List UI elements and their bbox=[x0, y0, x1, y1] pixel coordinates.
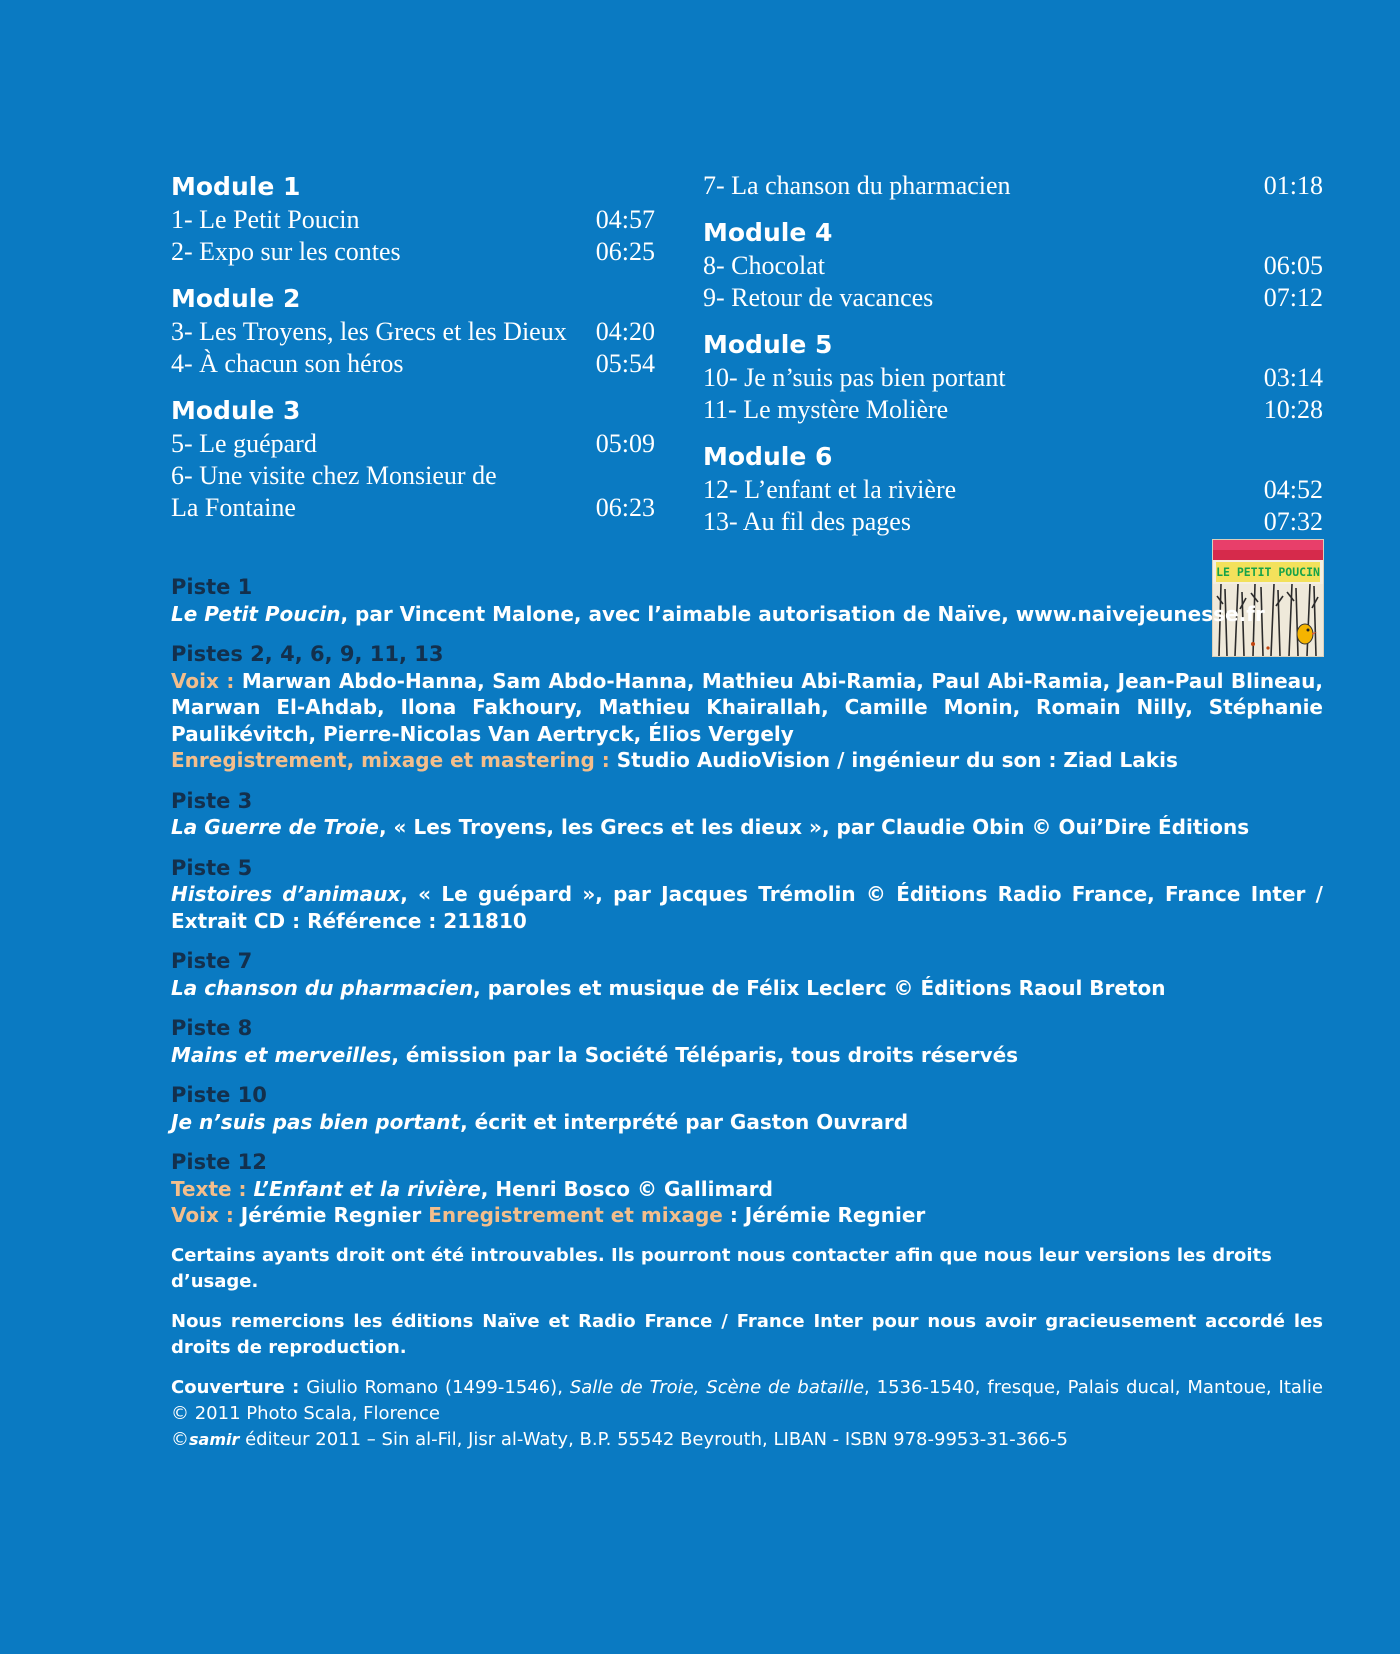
track-title: 8- Chocolat bbox=[703, 251, 826, 280]
credit-track-7 bbox=[171, 948, 1323, 1001]
track-duration: 03:14 bbox=[1263, 363, 1323, 392]
module-block bbox=[703, 216, 1323, 314]
cover-detail: , 1536-1540, fresque, Palais ducal, Mantoue, Italie © 2011 Photo Scala, Florence bbox=[171, 1376, 1323, 1424]
track-listing bbox=[171, 170, 1323, 552]
cover-credit bbox=[171, 1375, 1323, 1427]
credit-text bbox=[171, 814, 1323, 841]
cover-label: Couverture : bbox=[171, 1376, 300, 1398]
module-block bbox=[171, 394, 655, 524]
track-row bbox=[171, 348, 655, 380]
credit-tracks-2-4-6-9-11-13 bbox=[171, 641, 1323, 774]
track-duration: 06:25 bbox=[595, 237, 655, 266]
track-row bbox=[703, 394, 1323, 426]
track-duration: 04:52 bbox=[1263, 475, 1323, 504]
module-title: Module 5 bbox=[703, 330, 833, 359]
track-row bbox=[703, 506, 1323, 538]
module-block bbox=[703, 440, 1323, 538]
track-duration: 05:09 bbox=[595, 429, 655, 458]
credit-track-10 bbox=[171, 1082, 1323, 1135]
credit-title: Pistes 2, 4, 6, 9, 11, 13 bbox=[171, 642, 444, 666]
credit-detail: , « Les Troyens, les Grecs et les dieux », par Claudie Obin © Oui’Dire Éditions bbox=[379, 815, 1250, 839]
track-row bbox=[703, 170, 1323, 202]
track-title: 11- Le mystère Molière bbox=[703, 395, 949, 424]
credit-text bbox=[171, 1109, 1323, 1136]
track-duration: 06:05 bbox=[1263, 251, 1323, 280]
track-duration: 05:54 bbox=[595, 349, 655, 378]
track-duration: 10:28 bbox=[1263, 395, 1323, 424]
credit-title: Piste 7 bbox=[171, 949, 253, 973]
publisher-line bbox=[171, 1427, 1323, 1453]
track-row bbox=[703, 250, 1323, 282]
recording-label: Enregistrement, mixage et mastering : bbox=[171, 748, 610, 772]
recording-detail: : Jérémie Regnier bbox=[722, 1203, 926, 1227]
publisher-logo: samir bbox=[189, 1429, 240, 1449]
text-label: Texte : bbox=[171, 1176, 247, 1201]
credit-text bbox=[171, 1202, 1323, 1229]
voice-label: Voix : bbox=[171, 1203, 234, 1227]
track-row bbox=[171, 204, 655, 236]
credit-detail: , Henri Bosco © Gallimard bbox=[480, 1176, 773, 1201]
credit-title: Piste 3 bbox=[171, 788, 253, 813]
credit-track-8 bbox=[171, 1015, 1323, 1068]
voice-list: Jérémie Regnier bbox=[233, 1203, 429, 1227]
track-title: 4- À chacun son héros bbox=[171, 349, 404, 378]
credit-title: Piste 8 bbox=[171, 1016, 253, 1040]
recording-label: Enregistrement et mixage bbox=[428, 1203, 723, 1227]
track-title: 1- Le Petit Poucin bbox=[171, 205, 360, 234]
credit-text bbox=[171, 1042, 1323, 1069]
cover-artist: Giulio Romano (1499-1546), bbox=[299, 1376, 570, 1398]
credit-detail: , paroles et musique de Félix Leclerc © Éditions Raoul Breton bbox=[473, 975, 1166, 1000]
work-title: Le Petit Poucin bbox=[171, 601, 341, 626]
album-authors-band bbox=[1213, 550, 1323, 560]
credit-text bbox=[171, 747, 1323, 774]
credit-text bbox=[171, 668, 1323, 748]
module-block bbox=[171, 282, 655, 380]
track-row bbox=[703, 474, 1323, 506]
module-title: Module 1 bbox=[171, 172, 301, 201]
credit-title: Piste 12 bbox=[171, 1150, 267, 1174]
work-title: Mains et merveilles bbox=[171, 1042, 392, 1067]
track-title: 12- L’enfant et la rivière bbox=[703, 475, 957, 504]
credit-text bbox=[171, 975, 1323, 1002]
credit-text bbox=[171, 1176, 1323, 1203]
credit-detail: , écrit et interprété par Gaston Ouvrard bbox=[460, 1109, 909, 1134]
work-title: Histoires d’animaux bbox=[171, 882, 401, 906]
track-duration: 06:23 bbox=[595, 493, 655, 522]
credit-text bbox=[171, 601, 1323, 628]
copyright-symbol: © bbox=[171, 1428, 189, 1450]
cover-work: Salle de Troie, Scène de bataille bbox=[569, 1376, 865, 1398]
album-title: LE PETIT POUCIN bbox=[1216, 562, 1320, 582]
track-duration: 07:32 bbox=[1263, 507, 1323, 536]
track-row bbox=[171, 316, 655, 348]
credit-track-5 bbox=[171, 855, 1323, 935]
work-title: L’Enfant et la rivière bbox=[253, 1176, 481, 1201]
recording-detail: Studio AudioVision / ingénieur du son : Ziad Lakis bbox=[609, 748, 1178, 772]
credit-track-1 bbox=[171, 574, 1323, 627]
track-title: 2- Expo sur les contes bbox=[171, 237, 401, 266]
module-title: Module 6 bbox=[703, 442, 833, 471]
track-title: 10- Je n’suis pas bien portant bbox=[703, 363, 1006, 392]
album-top-line bbox=[1213, 540, 1323, 550]
track-duration: 04:57 bbox=[595, 205, 655, 234]
publisher-detail: éditeur 2011 – Sin al-Fil, Jisr al-Waty, B.P. 55542 Beyrouth, LIBAN - ISBN 978-9953-31-366-5 bbox=[239, 1428, 1069, 1450]
credit-text bbox=[171, 881, 1323, 934]
track-row bbox=[171, 428, 655, 460]
work-title: Je n’suis pas bien portant bbox=[171, 1109, 461, 1134]
track-row bbox=[171, 460, 655, 524]
module-block bbox=[703, 170, 1323, 202]
thanks-note: Nous remercions les éditions Naïve et Radio France / France Inter pour nous avoir gracieusement accordé les droits de reproduction. bbox=[171, 1310, 1323, 1358]
track-duration: 07:12 bbox=[1263, 283, 1323, 312]
module-title: Module 4 bbox=[703, 218, 833, 247]
voice-label: Voix : bbox=[171, 668, 235, 693]
track-title: 13- Au fil des pages bbox=[703, 507, 911, 536]
module-block bbox=[171, 170, 655, 268]
credits-section bbox=[171, 574, 1323, 1453]
track-title: 5- Le guépard bbox=[171, 429, 317, 458]
credit-detail: , par Vincent Malone, avec l’aimable autorisation de Naïve, www.naivejeunesse.fr bbox=[340, 601, 1265, 626]
credit-track-12 bbox=[171, 1149, 1323, 1229]
track-duration: 04:20 bbox=[595, 317, 655, 346]
credit-title: Piste 10 bbox=[171, 1083, 267, 1107]
track-row bbox=[171, 236, 655, 268]
track-column-right bbox=[703, 170, 1323, 552]
track-title: 7- La chanson du pharmacien bbox=[703, 171, 1011, 200]
work-title: La Guerre de Troie bbox=[171, 815, 379, 839]
module-title: Module 3 bbox=[171, 396, 301, 425]
track-title: 6- Une visite chez Monsieur de La Fontaine bbox=[171, 461, 497, 522]
track-row bbox=[703, 362, 1323, 394]
work-title: La chanson du pharmacien bbox=[171, 975, 474, 1000]
track-column-left bbox=[171, 170, 655, 552]
track-duration: 01:18 bbox=[1263, 171, 1323, 200]
credit-title: Piste 5 bbox=[171, 855, 253, 880]
rights-note: Certains ayants droit ont été introuvables. Ils pourront nous contacter afin que nous leur versions les droits d’usage. bbox=[171, 1244, 1272, 1292]
module-block bbox=[703, 328, 1323, 426]
voice-list: Marwan Abdo-Hanna, Sam Abdo-Hanna, Mathieu Abi-Ramia, Paul Abi-Ramia, Jean-Paul Blineau, Marwan El-Ahdab, Ilona Fakhoury, Mathieu Khairallah, Camille Monin, Romain Nilly, Stéphanie Paulikévitch, Pierre-Nicolas Van Aertryck, Élios Vergely bbox=[171, 668, 1324, 746]
credit-track-3 bbox=[171, 788, 1323, 841]
credit-title: Piste 1 bbox=[171, 575, 253, 599]
track-title: 3- Les Troyens, les Grecs et les Dieux bbox=[171, 317, 567, 346]
module-title: Module 2 bbox=[171, 284, 301, 313]
credit-detail: , émission par la Société Téléparis, tous droits réservés bbox=[391, 1042, 1019, 1067]
track-title: 9- Retour de vacances bbox=[703, 283, 934, 312]
credit-detail: , « Le guépard », par Jacques Trémolin © Éditions Radio France, France Inter / Extrait CD : Référence : 211810 bbox=[171, 882, 1323, 933]
track-row bbox=[703, 282, 1323, 314]
